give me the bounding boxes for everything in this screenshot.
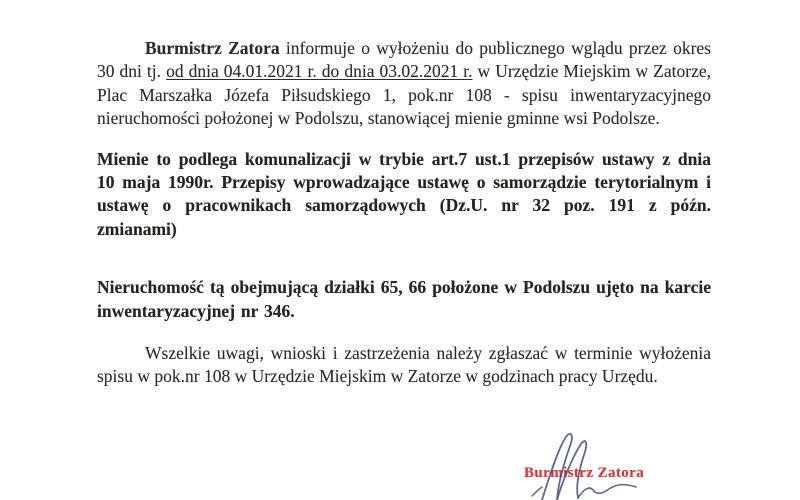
exhibition-dates-underlined: od dnia 04.01.2021 r. do dnia 03.02.2021 r. [166,61,473,82]
document-text-block [97,37,711,389]
paragraph-remarks: Wszelkie uwagi, wnioski i zastrzeżenia należy zgłaszać w terminie wyłożenia spisu w pok.nr 108 w Urzędzie Miejskim w Zatorze w godzinach pracy Urzędu. [97,343,711,387]
intro-lead-bold: Burmistrz Zatora [145,38,280,58]
intro-before-dates: informuje o wyłożeniu do publicznego wglądu przez okres 30 dni tj. [97,38,711,82]
paragraph-intro [97,37,711,131]
signature-block [518,428,698,500]
mayor-stamp-text: Burmistrz Zatora [524,465,645,481]
handwritten-signature-icon [528,430,668,500]
paragraph-property: Nieruchomość tą obejmującą działki 65, 66 położone w Podolszu ujęto na karcie inwentaryzacyjnej nr 346. [97,277,711,321]
paragraph-legal-basis: Mienie to podlega komunalizacji w trybie art.7 ust.1 przepisów ustawy z dnia 10 maja 1990r. Przepisy wprowadzające ustawę o samorządzie terytorialnym i ustawę o pracownikach samorządowych (Dz.U. nr 32 poz. 191 z późn. zmianami) [97,148,711,239]
intro-after-dates: w Urzędzie Miejskim w Zatorze, Plac Marszałka Józefa Piłsudskiego 1, pok.nr 108 - spisu inwentaryzacyjnego nieruchomości położonej w Podolszu, stanowiącej mienie gminne wsi Podolsze. [97,61,711,129]
